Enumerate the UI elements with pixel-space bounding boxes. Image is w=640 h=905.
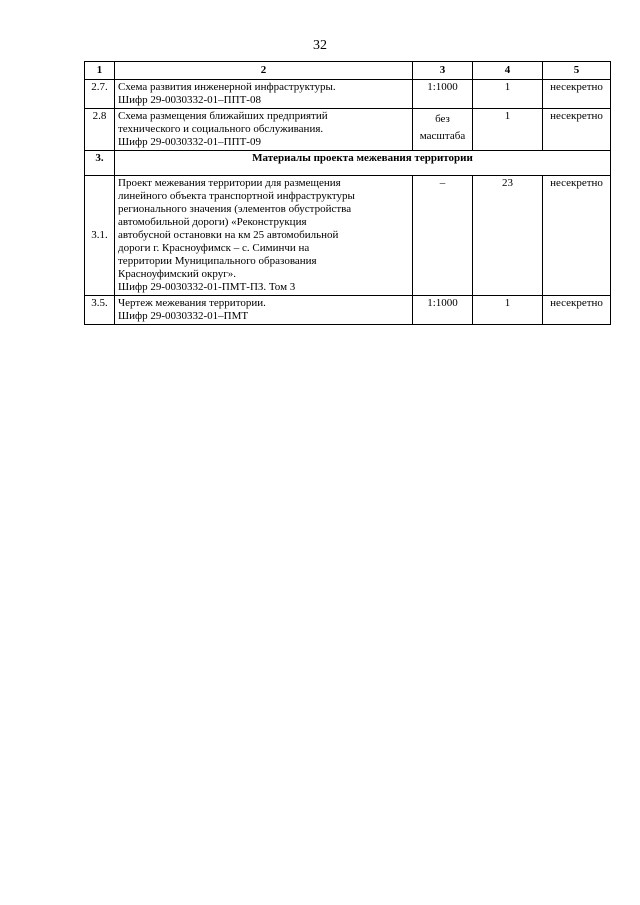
row-scale: 1:1000	[413, 296, 473, 325]
table-row	[85, 296, 611, 325]
column-header: 3	[413, 62, 473, 80]
description-line: Шифр 29-0030332-01–ППТ-08	[118, 94, 261, 106]
description-line: Чертеж межевания территории.	[118, 297, 266, 309]
row-count: 1	[473, 296, 543, 325]
table-row	[85, 80, 611, 109]
table-row	[85, 176, 611, 296]
column-header: 4	[473, 62, 543, 80]
description-line: Схема развития инженерной инфраструктуры.	[118, 81, 336, 93]
description-line: территории Муниципального образования	[118, 255, 317, 267]
row-number: 2.7.	[85, 80, 115, 109]
table-row	[85, 109, 611, 151]
row-number: 2.8	[85, 109, 115, 151]
row-status: несекретно	[543, 80, 611, 109]
description-line: Шифр 29-0030332-01-ПМТ-ПЗ. Том 3	[118, 281, 296, 293]
section-number: 3.	[85, 151, 115, 176]
row-number: 3.1.	[85, 176, 115, 296]
scale-line: без	[435, 113, 450, 125]
page-number: 32	[313, 38, 327, 53]
row-count: 1	[473, 80, 543, 109]
description-line: Проект межевания территории для размещения	[118, 177, 341, 189]
row-count: 1	[473, 109, 543, 151]
section-title: Материалы проекта межевания территории	[115, 151, 611, 176]
description-line: Красноуфимский округ».	[118, 268, 236, 280]
column-header: 2	[115, 62, 413, 80]
section-row	[85, 151, 611, 176]
row-status: несекретно	[543, 296, 611, 325]
column-header: 5	[543, 62, 611, 80]
scale-line: масштаба	[419, 130, 466, 142]
description-line: Шифр 29-0030332-01–ППТ-09	[118, 136, 261, 148]
description-line: Схема размещения ближайших предприятий	[118, 110, 328, 122]
description-line: линейного объекта транспортной инфраструктуры	[118, 190, 355, 202]
row-description	[115, 80, 413, 109]
row-count: 23	[473, 176, 543, 296]
row-scale: –	[413, 176, 473, 296]
description-line: автобусной остановки на км 25 автомобильной	[118, 229, 339, 241]
row-description	[115, 176, 413, 296]
description-line: технического и социального обслуживания.	[118, 123, 324, 135]
row-scale: 1:1000	[413, 80, 473, 109]
table-header-row	[85, 62, 611, 80]
column-header: 1	[85, 62, 115, 80]
row-description	[115, 296, 413, 325]
row-description	[115, 109, 413, 151]
row-number: 3.5.	[85, 296, 115, 325]
document-table	[84, 61, 611, 325]
description-line: автомобильной дороги) «Реконструкция	[118, 216, 307, 228]
row-scale	[413, 109, 473, 151]
description-line: регионального значения (элементов обустройства	[118, 203, 352, 215]
description-line: дороги г. Красноуфимск – с. Симинчи на	[118, 242, 310, 254]
row-status: несекретно	[543, 109, 611, 151]
description-line: Шифр 29-0030332-01–ПМТ	[118, 310, 249, 322]
row-status: несекретно	[543, 176, 611, 296]
